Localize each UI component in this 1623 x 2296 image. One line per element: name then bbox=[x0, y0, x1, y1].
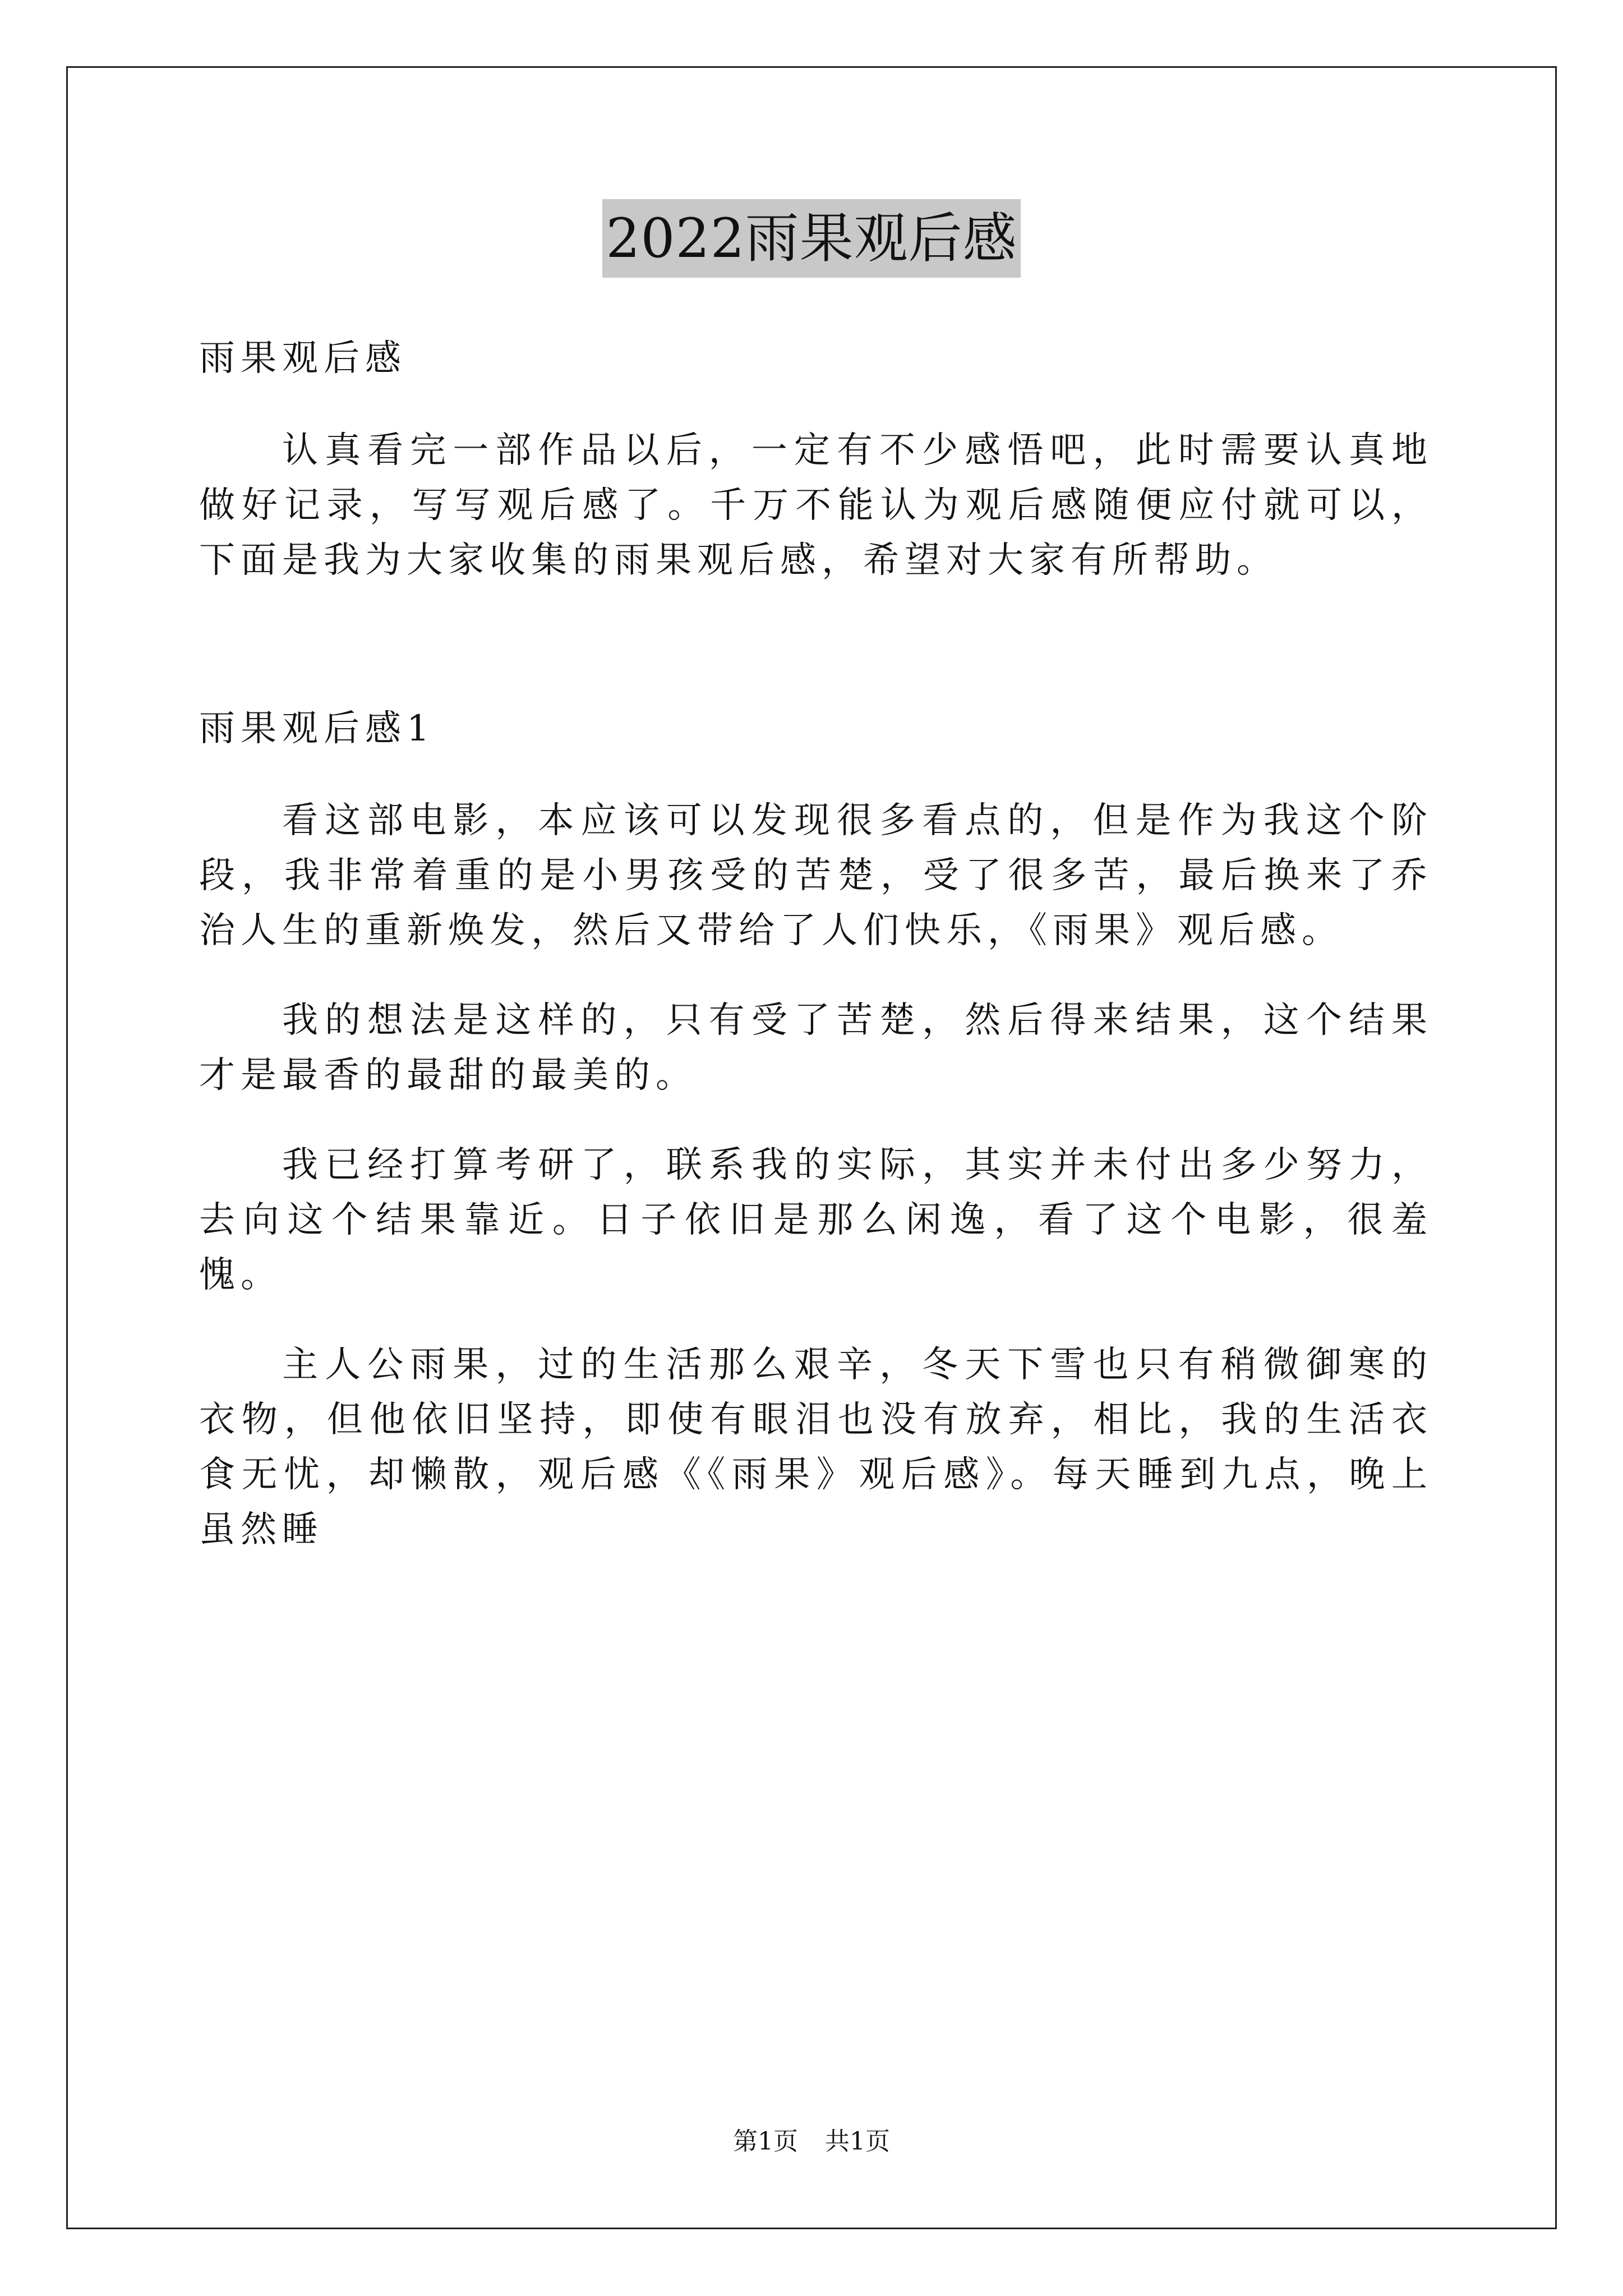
section-paragraph-1: 看这部电影，本应该可以发现很多看点的，但是作为我这个阶段，我非常着重的是小男孩受的苦楚，受了很多苦，最后换来了乔治人生的重新焕发，然后又带给了人们快乐，《雨果》观后感。 bbox=[199, 800, 1433, 951]
section-paragraph-4: 主人公雨果，过的生活那么艰辛，冬天下雪也只有稍微御寒的衣物，但他依旧坚持，即使有眼泪也没有放弃，相比，我的生活衣食无忧，却懒散，观后感《《雨果》观后感》。每天睡到九点，晚上虽然睡 bbox=[199, 1344, 1433, 1550]
page-footer bbox=[0, 2125, 1623, 2159]
intro-heading: 雨果观后感 bbox=[199, 338, 407, 379]
section-paragraph-3: 我已经打算考研了，联系我的实际，其实并未付出多少努力，去向这个结果靠近。日子依旧是那么闲逸，看了这个电影，很羞愧。 bbox=[199, 1144, 1433, 1296]
page-number: 第1页 bbox=[733, 2127, 798, 2156]
page-total: 共1页 bbox=[825, 2127, 890, 2156]
section-heading: 雨果观后感1 bbox=[199, 708, 435, 749]
section-gap bbox=[199, 623, 1433, 701]
intro-paragraph: 认真看完一部作品以后，一定有不少感悟吧，此时需要认真地做好记录，写写观后感了。千万不能认为观后感随便应付就可以，下面是我为大家收集的雨果观后感，希望对大家有所帮助。 bbox=[199, 430, 1433, 581]
section-paragraph-2: 我的想法是这样的，只有受了苦楚，然后得来结果，这个结果才是最香的最甜的最美的。 bbox=[199, 1000, 1433, 1096]
document-title: 2022雨果观后感 bbox=[602, 199, 1020, 278]
title-container bbox=[0, 199, 1623, 278]
document-body bbox=[199, 331, 1433, 1592]
